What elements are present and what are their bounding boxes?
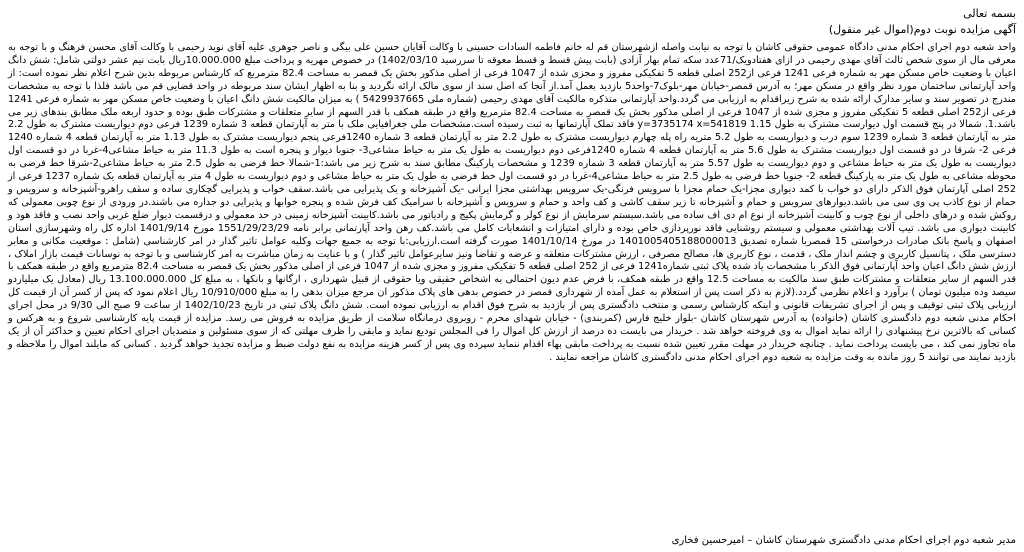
notice-title: آگهی مزایده نوبت دوم(اموال غیر منقول) [828,23,1016,36]
notice-body-paragraph: واحد شعبه دوم اجرای احکام مدنی دادگاه عمومی حقوقی کاشان با توجه به نیابت واصله ازشهرستان قم له خانم فاطمه السادات حسینی با وکالت آقایان حسین علی بیگی و ناصر جوهری علیه آقای نوید رحیمی با وکالت آقای محسن فرهنگ و با توجه به معرفی مال از سوی شخص ثالث آقای مهدی رحیمی در ازای هفتادویک/71عدد سکه تمام بهار آزادی (بابت پیش قسط و قسط معوقه تا سررسید 1402/03/10) در خصوص مهریه و پرداخت مبلغ 10.000.000ریال بابت نیم عشر دولتی شامل: شش دانگ اعیان با وضعیت خاص مسکن مهر به شماره فرعی 1241 فرعی از252 اصلی قطعه 5 تفکیکی مفروز و مجزی شده از 1047 فرعی از اصلی مذکور بخش یک قمصر به مساحت 82.4 مترمربع که کارشناس مربوطه بدین شرح اعلام نظر نموده است: از واحد آپارتمانی ساختمان مورد نظر واقع در مسکن مهر؛ به آدرس قمصر-خیابان مهر-بلوک7-واحد5 بازدید بعمل آمد.از آنجا که اصل سند از سوی مالک ارائه نگردید و بنا به اظهار ایشان سند مربوطه در واحد قضایی قم می باشد فلذا با توجه به مشخصات مندرج در تصویر سند و سایر مدارک ارائه شده به شرح زیراقدام به ارزیابی می گردد.واحد آپارتمانی متذکره مالکیت آقای مهدی رحیمی (شماره ملی 5429937665 ) به میزان مالکیت شش دانگ اعیان با وضعیت خاص مسکن مهر به شماره فرعی 1241 فرعی از252 اصلی قطعه 5 تفکیکی مفروز و مجزی شده از 1047 فرعی از اصلی مذکور بخش یک قمصر به مساحت 82.4 مترمربع واقع در طبقه همکف با قدر السهم از سایر متعلقات و مشترکات طبق بوده و حدود اربعه ملک مطابق بندهای زیر می باشد.1. شمالا در پنج قسمت اول دیوارست مشترک به طول 1.15 y=3735174 x=541819 فاقد تملک آپارتمانها به ثبت رسیده است.مشخصات ملی جغرافیایی ملک با متر به آپارتمان قطعه 3 شماره 1239 فرعی دوم دیواریست مشترک به طول 2.2 متر به آپارتمان قطعه 3 شماره 1239 سوم درب و دیواریست به طول 5.2 متریه راه پله چهارم دیواریست مشترک به طول 2.2 متر به آپارتمان قطعه 3 شماره 1240فرعی پنجم دیواریست مشترک به طول 1.13 متر به آپارتمان قطعه 4 شماره 1240 فرعی 2- شرقا در دو قسمت اول دیواریست مشترک به طول 5.6 متر به آپارتمان قطعه 4 شماره 1240فرعی دوم دیواریست به طول یک متر به حیاط مشاعی3- جنوبا دیوار و پنجره است به طول 11.3 متر به حیاط مشاعی4-غربا در دو قسمت اول دیواریست به طول یک متر به حیاط مشاعی و دوم دیواریست به طول 5.57 متر به آپارتمان قطعه 3 شماره 1239 و مشخصات پارکینگ مطابق سند به شرح زیر می باشد:1-شمالا خط فرضی به طول 2.5 متر به حیاط مشاعی2-شرقا خط فرضی به محوطه مشاعی به طول یک متر به پارکینگ قطعه 2- جنوبا خط فرضی به طول 2.5 متر به حیاط مشاعی4-غربا در دو قسمت اول خط فرضی به طول یک متر به حیاط مشاعی و دوم دیواریست به طول 4 متر به آپارتمان قطعه یک شماره 1237 فرعی از 252 اصلی آپارتمان فوق الذکر دارای دو خواب با کمد دیواری مجزا-یک حمام مجزا با سرویس فرنگی-یک سرویس بهداشتی مجزا ایرانی -یک آشپزخانه و یک پذیرایی می باشد.سقف خواب و پذیرایی گچکاری ساده و سقف راهرو-آشپزخانه و سرویس و حمام از نوع کاذب پی وی سی می باشد.دیوارهای سرویس و حمام و آشپزخانه تا زیر سقف کاشی و کف واحد و حمام و سرویس و آشپزخانه با سرامیک کف فرش شده و پنجره خوابها و پذیرایی دو جداره می باشند.در ورودی از نوع چوبی معمولی که روکش شده و درهای داخلی از نوع چوب و کابینت آشپزخانه از نوع ام دی اف ساده می باشد.سیستم سرمایش از نوع کولر و گرمایش پکیج و رادیاتور می باشد.کابینت آشپزخانه زمینی در حد معمولی و درقسمت دیوار ضلع غربی واحد نصب و فاقد هود و کابینت دیواری می باشد. تیپ آلات بهداشتی معمولی و سیستم روشنایی فاقد نورپردازی خاص بوده و دارای امتیازات و انشعابات کامل می باشد.کف رهن واحد آپارتمانی برابر نامه 1551/29/23/29 مورخ 1401/9/14 اداره کل راه وشهرسازی استان اصفهان و پاسخ بانک صادرات درخواستی 15 قمصربا شماره تصدیق 1401005405188000013 در مورخ 1401/10/14 صورت گرفته است.ارزیابی:با توجه به جمیع جهات وکلیه عوامل تاثیر گذار در امر کارشناسی (شامل : موقعیت مکانی و معابر دسترسی ملک ، پتانسیل کاربری و چشم انداز ملک ، قدمت ، نوع کاربری ها، مصالح مصرفی ، ارزش مشترکات متعلقه و عرضه و تقاضا ونیز سایرعوامل تاثیر گذار ) و با عنایت به زمان مباشرت به امر کارشناسی و با توجه به نوسانات قیمت بازار املاک ، ارزش شش دانگ اعیان واحد آپارتمانی فوق الذکر با مشخصات یاد شده پلاک ثبتی شماره1241 فرعی از 252 اصلی قطعه 5 تفکیکی مفروز و مجزی شده از 1047 فرعی از اصلی مذکور بخش یک قمصر به مساحت 82.4 مترمربع واقع در طبقه همکف با قدر السهم از سایر متعلقات و مشترکات طبق سند مالکیت به مساحت 12.5 واقع در طبقه همکف، با فرض عدم دیون احتمالی به اشخاص حقیقی ویا حقوقی از قبیل شهرداری ، ارگانها و بانکها ، به مبلغ کل 13.100.000.000 ریال (معادل یک میلیاردو سیصد وده میلیون تومان ) برآورد و اعلام نظرمی گردد.(لازم به ذکر است پس از استعلام به عمل آمده از شهرداری قمصر در خصوص بدهی های پلاک مذکور ان مرجع میزان بدهی را به مبلغ 10/910/000 ریال اعلام نمود که پس از کسر آن از قیمت کل ارزیابی پلاک ثبتی توقیف و پس از اجرای تشریفات قانونی و ابنکه کارشناس رسمی و منتخب دادگستری پس از بازدید به شرح فوق اقدام به ارزیابی نموده است. شش دانگ پلاک ثبتی در تاریخ 1402/10/23 از ساعت 9 صبح الی 9/30 در محل اجرای احکام مدنی شعبه دوم دادگستری کاشان (خانواده) به آدرس شهرستان کاشان -بلوار خلیج فارس (کمربندی) - خیابان شهدای محرم - روبروی درمانگاه سلامت از طریق مزایده به فروش می رسد. مزایده از قیمت پایه کارشناسی شروع و به هرکس و کسانی که بالاترین نرخ پیشنهادی را ارائه نماید اموال به وی فروخته خواهد شد . خریدار می بایست ده درصد از ارزش کل اموال را فی المجلس تودیع نماید و مابقی را ظرف مهلتی که از سوی مسئولین و متصدیان اجرای احکام تعیین و حداکثر آن از یک ماه تجاوز نمی کند ، می بایست پرداخت نماید . چنانچه خریدار در مهلت مقرر تعیین شده نسبت به پرداخت مابقی بهاء اقدام ننماید سپرده وی پس از کسر هزینه مزایده به نفع دولت ضبط و مزایده تجدید خواهد گردید . کسانی که مایلند اموال را ملاحظه و بازدید نمایند می توانند 5 روز مانده به وقت مزایده به شعبه دوم اجرای احکام مدنی دادگستری کاشان مراجعه نمایند . [7,42,1017,363]
signature-line: مدیر شعبه دوم اجرای احکام مدنی دادگستری شهرستان کاشان – امیرحسین فخاری [671,535,1016,546]
bismillah-heading: بسمه تعالی [963,7,1016,20]
